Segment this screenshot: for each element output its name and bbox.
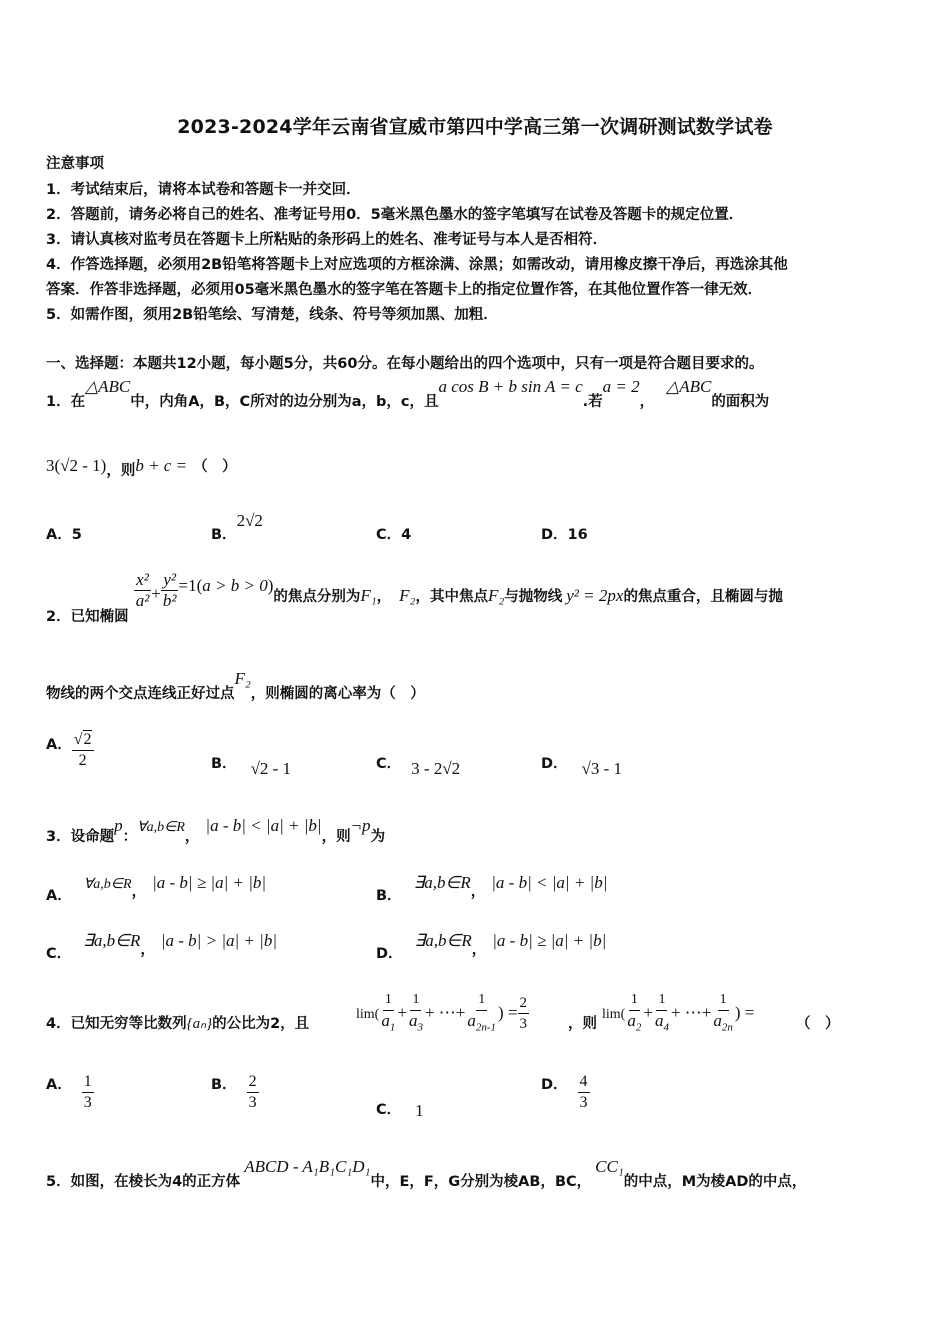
q1-math-triangle: △ABC bbox=[85, 377, 131, 396]
notice-item: 5．如需作图，须用2B铅笔绘、写清楚，线条、符号等须加黑、加粗． bbox=[46, 307, 498, 323]
q3-option-a-quant: ∀a,b∈R bbox=[83, 877, 132, 892]
q3-option-b bbox=[376, 872, 608, 904]
q3-option-b-quant: ∃a,b∈R bbox=[413, 873, 471, 892]
q2-option-a-label: A． bbox=[46, 737, 72, 753]
q4-limit-1: lim( $\frac{1}{a_1}$ + $\frac{1}{a_3}$ + ⋯+ $\frac{1}{a_{2n-1}}$ ) = $\frac{2}{3}$ bbox=[356, 992, 528, 1034]
q2-option-b bbox=[211, 752, 292, 778]
q2-option-d-math: √3 - 1 bbox=[581, 759, 623, 778]
q4-option-d: D． $\frac{4}{3}$ bbox=[541, 1073, 588, 1111]
q4-option-a: A． $\frac{1}{3}$ bbox=[46, 1073, 92, 1111]
q1-math-area: 3(√2 - 1) bbox=[46, 456, 107, 475]
q1-text: 的面积为 bbox=[711, 394, 770, 410]
q5-math-cube: ABCD - A₁B₁C₁D₁ bbox=[244, 1157, 371, 1176]
q3-option-c bbox=[46, 930, 277, 962]
q4-option-c bbox=[376, 1098, 424, 1119]
q5-text: 的中点，M为棱AD的中点， bbox=[623, 1174, 807, 1190]
q3-option-a bbox=[46, 872, 267, 904]
q2-text: 2．已知椭圆 bbox=[46, 609, 129, 625]
q1-math-a: a = 2 bbox=[602, 377, 640, 396]
q3-option-c-label: C． bbox=[46, 946, 72, 962]
q3-text: ： bbox=[122, 829, 138, 845]
q5-text: 中，E，F，G分别为棱AB，BC， bbox=[370, 1174, 592, 1190]
q2-text: 的焦点分别为 bbox=[273, 589, 361, 605]
q1-math-sum: b + c = bbox=[135, 456, 188, 475]
notice-item: 2．答题前，请务必将自己的姓名、准考证号用0．5毫米黑色墨水的签字笔填写在试卷及答题卡的规定位置． bbox=[46, 207, 744, 223]
q2-option-b-math: √2 - 1 bbox=[250, 759, 292, 778]
notice-item: 4．作答选择题，必须用2B铅笔将答题卡上对应选项的方框涂满、涂黑；如需改动，请用橡皮擦干净后，再选涂其他 bbox=[46, 257, 788, 273]
q1-option-b-math: 2√2 bbox=[236, 511, 263, 530]
q2-math-f2: F₂ bbox=[234, 669, 251, 688]
q4-math-seq: {aₙ} bbox=[186, 1016, 213, 1032]
q1-option-b bbox=[211, 510, 263, 543]
q4-option-c-label: C． bbox=[376, 1102, 402, 1118]
q4-text: 4．已知无穷等比数列 bbox=[46, 1016, 187, 1032]
q1-text: 1．在 bbox=[46, 394, 86, 410]
q3-math-forall: ∀a,b∈R bbox=[137, 820, 185, 835]
q3-option-d-quant: ∃a,b∈R bbox=[414, 931, 472, 950]
q3-sep: ， bbox=[470, 884, 486, 900]
notice-item: 答案．作答非选择题，必须用05毫米黑色墨水的签字笔在答题卡上的指定位置作答，在其他位置作答一律无效． bbox=[46, 282, 763, 298]
q3-option-a-label: A． bbox=[46, 888, 72, 904]
q3-option-d-ineq: |a - b| ≥ |a| + |b| bbox=[492, 931, 607, 950]
question-2: 2．已知椭圆 $\frac{\text{x²}}{\text{a²}}$ + $\frac{\text{y²}}{\text{b²}}$ =1(a > b > 0)的焦点分别为F₁， F₂，其中焦点F₂与抛物线 y² = 2px的焦点重合，且椭圆与抛 bbox=[46, 570, 783, 625]
question-1 bbox=[46, 376, 770, 410]
section-heading: 一、选择题：本题共12小题，每小题5分，共60分。在每小题给出的四个选项中，只有一项是符合题目要求的。 bbox=[46, 356, 764, 372]
q3-option-c-ineq: |a - b| > |a| + |b| bbox=[160, 931, 277, 950]
q2-math-parabola: y² = 2px bbox=[566, 586, 624, 605]
q4-option-a-label: A． bbox=[46, 1077, 72, 1093]
q2-option-a-frac: $\frac{√2}{2}$ bbox=[73, 731, 92, 769]
q3-sep: ， bbox=[140, 942, 155, 958]
q3-option-d-label: D． bbox=[376, 946, 403, 962]
question-2-line2 bbox=[46, 668, 425, 702]
question-3 bbox=[46, 815, 386, 845]
q4-option-d-label: D． bbox=[541, 1077, 568, 1093]
question-1-line2 bbox=[46, 455, 237, 479]
q3-option-b-ineq: |a - b| < |a| + |b| bbox=[491, 873, 608, 892]
q3-option-d bbox=[376, 930, 607, 962]
q2-option-c-label: C． bbox=[376, 756, 402, 772]
q1-text: ，则 bbox=[106, 463, 136, 479]
q4-text: ，则 bbox=[568, 1016, 597, 1032]
q2-text: ，则椭圆的离心率为（ ） bbox=[250, 686, 425, 702]
q1-text: ， bbox=[639, 394, 655, 410]
q4-option-b: B． $\frac{2}{3}$ bbox=[211, 1073, 257, 1111]
q2-ellipse-x-frac: $\frac{\text{x²}}{\text{a²}}$ bbox=[135, 570, 150, 610]
notice-item: 3．请认真核对监考员在答题卡上所粘贴的条形码上的姓名、准考证号与本人是否相符． bbox=[46, 232, 608, 248]
q1-math-triangle: △ABC bbox=[666, 377, 712, 396]
q2-option-c bbox=[376, 752, 461, 778]
q5-math-edge: CC₁ bbox=[595, 1157, 624, 1176]
q3-math-p: p bbox=[114, 816, 123, 835]
q2-option-d-label: D． bbox=[541, 756, 568, 772]
q3-text: ，则 bbox=[321, 829, 351, 845]
q3-option-a-ineq: |a - b| ≥ |a| + |b| bbox=[152, 873, 267, 892]
q1-text: .若 bbox=[582, 394, 603, 410]
q3-text: 3．设命题 bbox=[46, 829, 115, 845]
q3-option-c-quant: ∃a,b∈R bbox=[83, 931, 141, 950]
q4-text: 的公比为2，且 bbox=[212, 1016, 310, 1032]
q1-text: （ ） bbox=[193, 459, 237, 475]
q3-math-notp: ¬p bbox=[350, 816, 371, 835]
q2-option-c-math: 3 - 2√2 bbox=[411, 759, 461, 778]
q1-text: 中，内角A，B，C所对的边分别为a，b，c，且 bbox=[130, 394, 439, 410]
q4-text: （ ） bbox=[796, 1016, 840, 1032]
q5-text: 5．如图，在棱长为4的正方体 bbox=[46, 1174, 241, 1190]
q3-sep: ， bbox=[131, 884, 147, 900]
q1-option-d: D．16 bbox=[541, 527, 588, 543]
q3-math-ineq: |a - b| < |a| + |b| bbox=[205, 816, 322, 835]
page-title: 2023-2024学年云南省宣威市第四中学高三第一次调研测试数学试卷 bbox=[177, 116, 773, 138]
q2-text: 物线的两个交点连线正好过点 bbox=[46, 686, 235, 702]
q2-math-f2: F₂ bbox=[487, 586, 505, 605]
q3-option-b-label: B． bbox=[376, 888, 402, 904]
notice-heading: 注意事项 bbox=[46, 156, 104, 172]
q2-option-d bbox=[541, 752, 623, 778]
q2-option-b-label: B． bbox=[211, 756, 237, 772]
question-4 bbox=[46, 1012, 309, 1033]
question-5 bbox=[46, 1156, 807, 1190]
q4-option-b-label: B． bbox=[211, 1077, 237, 1093]
q4-limit-2: lim( $\frac{1}{a_2}$ + $\frac{1}{a_4}$ + ⋯+ $\frac{1}{a_{2n}}$ ) = bbox=[602, 992, 755, 1034]
q3-text: 为 bbox=[370, 829, 386, 845]
q3-sep: ， bbox=[471, 942, 487, 958]
q2-text: ， bbox=[376, 589, 392, 605]
q2-ellipse-y-frac: $\frac{\text{y²}}{\text{b²}}$ bbox=[162, 570, 177, 610]
q2-math-f2: F₂ bbox=[399, 586, 416, 605]
q2-option-a bbox=[46, 730, 94, 771]
q3-text: ， bbox=[184, 829, 200, 845]
q2-text: 与抛物线 bbox=[504, 589, 563, 605]
q1-math-condition: a cos B + b sin A = c bbox=[438, 377, 583, 396]
q2-text: ，其中焦点 bbox=[415, 589, 488, 605]
q1-option-a: A．5 bbox=[46, 527, 82, 543]
q1-option-c: C．4 bbox=[376, 527, 412, 543]
notice-item: 1．考试结束后，请将本试卷和答题卡一并交回． bbox=[46, 182, 361, 198]
q2-math-f1: F₁ bbox=[360, 586, 377, 605]
q1-option-b-label: B． bbox=[211, 527, 237, 543]
q4-option-c-math: 1 bbox=[415, 1101, 424, 1120]
q2-text: 的焦点重合，且椭圆与抛 bbox=[623, 589, 783, 605]
